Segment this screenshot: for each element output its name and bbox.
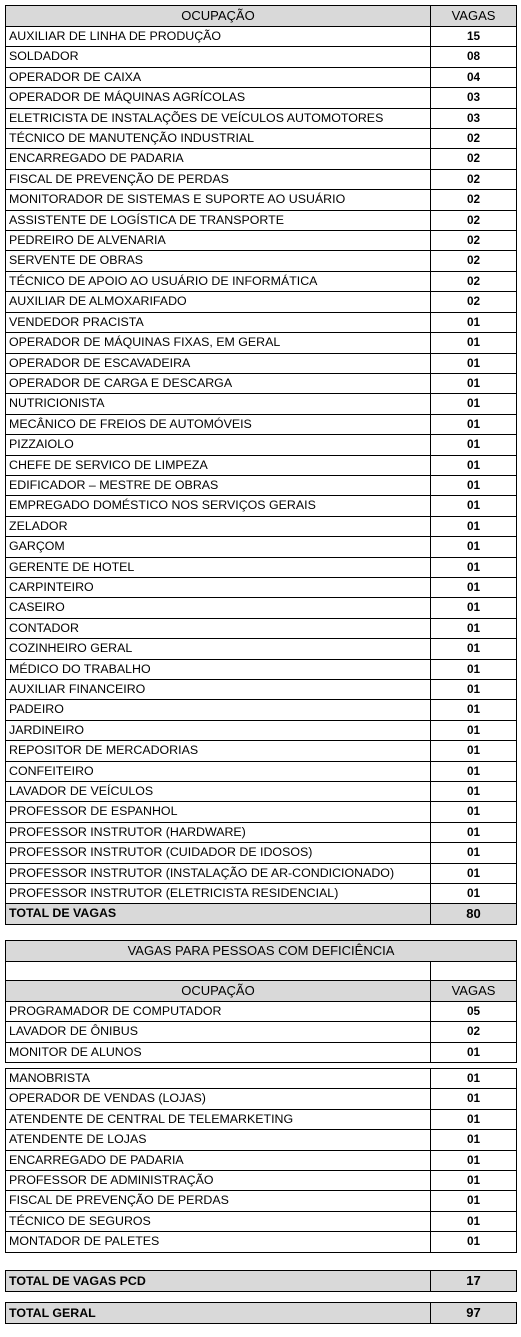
table-row [6, 1232, 517, 1252]
vacancies-cell: 01 [431, 1069, 517, 1089]
occupation-cell: ASSISTENTE DE LOGÍSTICA DE TRANSPORTE [6, 210, 431, 230]
vacancies-cell: 01 [431, 373, 517, 393]
vacancies-cell: 01 [431, 680, 517, 700]
occupation-cell: FISCAL DE PREVENÇÃO DE PERDAS [6, 169, 431, 189]
occupation-cell: GERENTE DE HOTEL [6, 557, 431, 577]
table-row [6, 1042, 517, 1062]
pcd-total-label: TOTAL DE VAGAS PCD [6, 1271, 431, 1292]
occupation-cell: CASEIRO [6, 598, 431, 618]
occupation-cell: PROFESSOR INSTRUTOR (INSTALAÇÃO DE AR-CONDICIONADO) [6, 863, 431, 883]
vacancies-cell: 05 [431, 1002, 517, 1022]
occupation-cell: PADEIRO [6, 700, 431, 720]
occupation-cell: PROFESSOR INSTRUTOR (HARDWARE) [6, 822, 431, 842]
table-row [6, 1130, 517, 1150]
table-row [6, 843, 517, 863]
occupation-cell: SOLDADOR [6, 47, 431, 67]
vacancies-cell: 01 [431, 884, 517, 904]
occupation-cell: ZELADOR [6, 516, 431, 536]
table-row [6, 1002, 517, 1022]
pcd-total-table [5, 1270, 517, 1292]
table-row [6, 149, 517, 169]
table-row [6, 129, 517, 149]
occupation-cell: MECÂNICO DE FREIOS DE AUTOMÓVEIS [6, 414, 431, 434]
table-row [6, 822, 517, 842]
vacancies-cell: 01 [431, 782, 517, 802]
occupation-cell: FISCAL DE PREVENÇÃO DE PERDAS [6, 1191, 431, 1211]
vacancies-cell: 01 [431, 863, 517, 883]
occupation-cell: CHEFE DE SERVICO DE LIMPEZA [6, 455, 431, 475]
pcd-header-row [6, 981, 517, 1002]
occupation-cell: SERVENTE DE OBRAS [6, 251, 431, 271]
table-row [6, 1150, 517, 1170]
table-row [6, 1171, 517, 1191]
blank-row [6, 962, 517, 981]
occupation-cell: OPERADOR DE MÁQUINAS FIXAS, EM GERAL [6, 333, 431, 353]
total-label: TOTAL DE VAGAS [6, 904, 431, 924]
vacancies-cell: 02 [431, 231, 517, 251]
occupation-cell: GARÇOM [6, 537, 431, 557]
occupation-cell: MONITOR DE ALUNOS [6, 1042, 431, 1062]
table-row [6, 292, 517, 312]
table-row [6, 88, 517, 108]
pcd-table-title: VAGAS PARA PESSOAS COM DEFICIÊNCIA [6, 941, 517, 962]
table-row [6, 741, 517, 761]
grand-total-table [5, 1302, 517, 1324]
occupation-cell: PROFESSOR DE ADMINISTRAÇÃO [6, 1171, 431, 1191]
vacancies-cell: 01 [431, 1191, 517, 1211]
table-row [6, 455, 517, 475]
vacancies-cell: 01 [431, 394, 517, 414]
pcd-title-row [6, 941, 517, 962]
grand-total-value: 97 [431, 1303, 517, 1324]
vacancies-cell: 01 [431, 761, 517, 781]
vacancies-cell: 01 [431, 1089, 517, 1109]
pcd-total-value: 17 [431, 1271, 517, 1292]
vacancies-cell: 01 [431, 1042, 517, 1062]
table-row [6, 394, 517, 414]
occupation-cell: EDIFICADOR – MESTRE DE OBRAS [6, 475, 431, 495]
occupation-cell: OPERADOR DE VENDAS (LOJAS) [6, 1089, 431, 1109]
table-row [6, 1191, 517, 1211]
occupation-cell: PROGRAMADOR DE COMPUTADOR [6, 1002, 431, 1022]
table-header-row [6, 6, 517, 27]
vacancies-cell: 02 [431, 129, 517, 149]
occupation-cell: PROFESSOR DE ESPANHOL [6, 802, 431, 822]
table-row [6, 475, 517, 495]
table-row [6, 47, 517, 67]
occupation-cell: VENDEDOR PRACISTA [6, 312, 431, 332]
vacancies-cell: 02 [431, 292, 517, 312]
vacancies-cell: 01 [431, 618, 517, 638]
vacancies-cell: 01 [431, 1232, 517, 1252]
vacancies-cell: 01 [431, 1171, 517, 1191]
grand-total-row [6, 1303, 517, 1324]
pcd-total-row [6, 1271, 517, 1292]
blank-cell [431, 962, 517, 981]
occupation-cell: CONTADOR [6, 618, 431, 638]
table-row [6, 353, 517, 373]
vacancies-cell: 01 [431, 1150, 517, 1170]
vacancies-cell: 03 [431, 108, 517, 128]
occupation-cell: AUXILIAR FINANCEIRO [6, 680, 431, 700]
vacancies-cell: 01 [431, 659, 517, 679]
vacancies-cell: 01 [431, 802, 517, 822]
table-row [6, 1022, 517, 1042]
table-row [6, 720, 517, 740]
vacancies-cell: 01 [431, 496, 517, 516]
occupation-cell: AUXILIAR DE ALMOXARIFADO [6, 292, 431, 312]
occupation-cell: LAVADOR DE ÔNIBUS [6, 1022, 431, 1042]
occupation-cell: MONITORADOR DE SISTEMAS E SUPORTE AO USUÁRIO [6, 190, 431, 210]
vacancies-cell: 01 [431, 843, 517, 863]
blank-cell [6, 962, 431, 981]
table-row [6, 577, 517, 597]
occupation-cell: COZINHEIRO GERAL [6, 639, 431, 659]
vacancies-cell: 15 [431, 27, 517, 47]
occupation-cell: MONTADOR DE PALETES [6, 1232, 431, 1252]
table-row [6, 67, 517, 87]
occupation-cell: ENCARREGADO DE PADARIA [6, 149, 431, 169]
vacancies-cell: 02 [431, 210, 517, 230]
vacancies-cell: 02 [431, 149, 517, 169]
occupation-cell: EMPREGADO DOMÉSTICO NOS SERVIÇOS GERAIS [6, 496, 431, 516]
table-row [6, 1089, 517, 1109]
table-row [6, 373, 517, 393]
occupation-cell: NUTRICIONISTA [6, 394, 431, 414]
occupation-cell: OPERADOR DE MÁQUINAS AGRÍCOLAS [6, 88, 431, 108]
occupation-cell: TÉCNICO DE SEGUROS [6, 1211, 431, 1231]
table-row [6, 210, 517, 230]
table-row [6, 27, 517, 47]
occupation-cell: PROFESSOR INSTRUTOR (CUIDADOR DE IDOSOS) [6, 843, 431, 863]
table-row [6, 496, 517, 516]
occupation-cell: CONFEITEIRO [6, 761, 431, 781]
occupation-cell: ATENDENTE DE LOJAS [6, 1130, 431, 1150]
table-row [6, 1211, 517, 1231]
table-row [6, 802, 517, 822]
table-row [6, 557, 517, 577]
table-row [6, 251, 517, 271]
table-row [6, 537, 517, 557]
total-value: 80 [431, 904, 517, 924]
occupation-cell: JARDINEIRO [6, 720, 431, 740]
vacancies-cell: 01 [431, 557, 517, 577]
occupation-cell: ENCARREGADO DE PADARIA [6, 1150, 431, 1170]
table-row [6, 659, 517, 679]
occupation-cell: TÉCNICO DE MANUTENÇÃO INDUSTRIAL [6, 129, 431, 149]
vacancies-header: VAGAS [431, 6, 517, 27]
grand-total-label: TOTAL GERAL [6, 1303, 431, 1324]
vacancies-cell: 01 [431, 577, 517, 597]
vacancies-table [5, 5, 517, 925]
vacancies-cell: 03 [431, 88, 517, 108]
table-row [6, 312, 517, 332]
occupation-cell: PROFESSOR INSTRUTOR (ELETRICISTA RESIDENCIAL) [6, 884, 431, 904]
vacancies-cell: 01 [431, 1211, 517, 1231]
occupation-cell: MÉDICO DO TRABALHO [6, 659, 431, 679]
vacancies-cell: 02 [431, 271, 517, 291]
table-row [6, 516, 517, 536]
vacancies-cell: 01 [431, 353, 517, 373]
occupation-cell: ATENDENTE DE CENTRAL DE TELEMARKETING [6, 1109, 431, 1129]
occupation-cell: CARPINTEIRO [6, 577, 431, 597]
vacancies-cell: 01 [431, 455, 517, 475]
occupation-header: OCUPAÇÃO [6, 6, 431, 27]
table-row [6, 190, 517, 210]
table-row [6, 639, 517, 659]
vacancies-cell: 01 [431, 1130, 517, 1150]
table-row [6, 782, 517, 802]
vacancies-cell: 01 [431, 741, 517, 761]
vacancies-cell: 04 [431, 67, 517, 87]
table-row [6, 108, 517, 128]
table-row [6, 761, 517, 781]
table-row [6, 435, 517, 455]
vacancies-cell: 01 [431, 598, 517, 618]
table-row [6, 598, 517, 618]
occupation-cell: LAVADOR DE VEÍCULOS [6, 782, 431, 802]
vacancies-header: VAGAS [431, 981, 517, 1002]
occupation-cell: PEDREIRO DE ALVENARIA [6, 231, 431, 251]
total-row [6, 904, 517, 924]
table-row [6, 884, 517, 904]
vacancies-cell: 01 [431, 475, 517, 495]
table-row [6, 863, 517, 883]
occupation-cell: AUXILIAR DE LINHA DE PRODUÇÃO [6, 27, 431, 47]
occupation-cell: OPERADOR DE CAIXA [6, 67, 431, 87]
table-row [6, 1109, 517, 1129]
occupation-cell: OPERADOR DE CARGA E DESCARGA [6, 373, 431, 393]
vacancies-cell: 02 [431, 169, 517, 189]
table-row [6, 700, 517, 720]
occupation-cell: TÉCNICO DE APOIO AO USUÁRIO DE INFORMÁTICA [6, 271, 431, 291]
pcd-vacancies-table [5, 940, 517, 1063]
table-row [6, 414, 517, 434]
vacancies-cell: 01 [431, 1109, 517, 1129]
vacancies-cell: 01 [431, 312, 517, 332]
vacancies-cell: 01 [431, 822, 517, 842]
occupation-cell: MANOBRISTA [6, 1069, 431, 1089]
vacancies-cell: 01 [431, 700, 517, 720]
pcd-vacancies-table-continued [5, 1068, 517, 1253]
table-row [6, 231, 517, 251]
occupation-cell: ELETRICISTA DE INSTALAÇÕES DE VEÍCULOS AUTOMOTORES [6, 108, 431, 128]
table-row [6, 618, 517, 638]
vacancies-cell: 02 [431, 251, 517, 271]
table-row [6, 169, 517, 189]
vacancies-cell: 08 [431, 47, 517, 67]
occupation-cell: REPOSITOR DE MERCADORIAS [6, 741, 431, 761]
table-row [6, 271, 517, 291]
table-row [6, 680, 517, 700]
occupation-cell: PIZZAIOLO [6, 435, 431, 455]
vacancies-cell: 01 [431, 435, 517, 455]
vacancies-cell: 01 [431, 333, 517, 353]
occupation-header: OCUPAÇÃO [6, 981, 431, 1002]
vacancies-cell: 01 [431, 414, 517, 434]
occupation-cell: OPERADOR DE ESCAVADEIRA [6, 353, 431, 373]
vacancies-cell: 01 [431, 720, 517, 740]
table-row [6, 1069, 517, 1089]
vacancies-cell: 02 [431, 1022, 517, 1042]
vacancies-cell: 02 [431, 190, 517, 210]
table-row [6, 333, 517, 353]
vacancies-cell: 01 [431, 639, 517, 659]
vacancies-cell: 01 [431, 516, 517, 536]
vacancies-cell: 01 [431, 537, 517, 557]
